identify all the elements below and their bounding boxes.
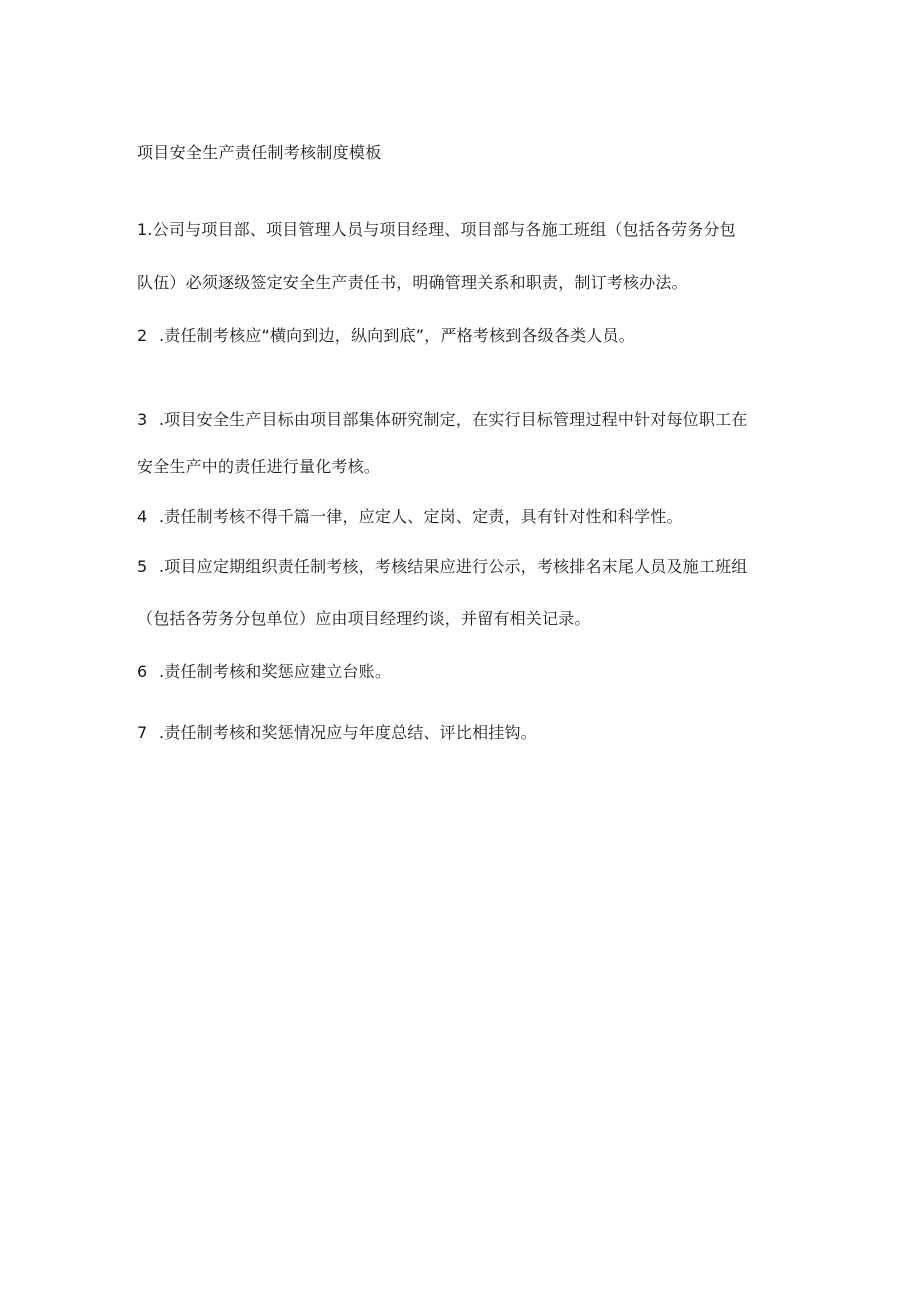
clause-1 <box>137 218 787 295</box>
clause-1-line-1 <box>137 218 787 242</box>
clause-1-text-1: 公司与项目部、项目管理人员与项目经理、项目部与各施工班组（包括各劳务分包 <box>152 220 736 239</box>
clause-6-line-1 <box>137 660 787 684</box>
clause-5-line-2 <box>137 607 787 631</box>
clause-5 <box>137 555 787 631</box>
clause-7-line-1 <box>137 721 787 745</box>
clause-6-number: 6 <box>137 662 148 681</box>
clause-1-text-2: 队伍）必须逐级签定安全生产责任书，明确管理关系和职责，制订考核办法。 <box>137 273 688 292</box>
clause-4-number: 4 <box>137 507 148 526</box>
clause-5-line-1 <box>137 555 787 579</box>
clause-2-number: 2 <box>137 326 148 345</box>
clause-1-number: 1. <box>137 220 153 239</box>
clause-7-number: 7 <box>137 723 148 742</box>
document-title: 项目安全生产责任制考核制度模板 <box>137 143 382 162</box>
clause-4-line-1 <box>137 505 787 529</box>
clause-4 <box>137 505 787 529</box>
clause-3-text-1: .项目安全生产目标由项目部集体研究制定，在实行目标管理过程中针对每位职工在 <box>159 410 748 429</box>
clause-4-text-1: .责任制考核不得千篇一律，应定人、定岗、定责，具有针对性和科学性。 <box>159 507 683 526</box>
clause-5-text-1: .项目应定期组织责任制考核，考核结果应进行公示，考核排名末尾人员及施工班组 <box>159 557 748 576</box>
clause-1-line-2 <box>137 271 787 295</box>
clause-2-text-1: .责任制考核应“横向到边，纵向到底”，严格考核到各级各类人员。 <box>159 326 635 345</box>
clause-2 <box>137 324 787 348</box>
clause-5-number: 5 <box>137 557 148 576</box>
clause-7-text-1: .责任制考核和奖惩情况应与年度总结、评比相挂钩。 <box>159 723 537 742</box>
clause-3-number: 3 <box>137 410 148 429</box>
clause-2-line-1 <box>137 324 787 348</box>
clause-6-text-1: .责任制考核和奖惩应建立台账。 <box>159 662 392 681</box>
clause-3-line-1 <box>137 408 787 432</box>
clause-7 <box>137 721 787 745</box>
clause-6 <box>137 660 787 684</box>
clause-3 <box>137 408 787 479</box>
clause-3-line-2 <box>137 455 787 479</box>
clause-5-text-2: （包括各劳务分包单位）应由项目经理约谈，并留有相关记录。 <box>137 609 591 628</box>
clause-3-text-2: 安全生产中的责任进行量化考核。 <box>137 457 381 476</box>
